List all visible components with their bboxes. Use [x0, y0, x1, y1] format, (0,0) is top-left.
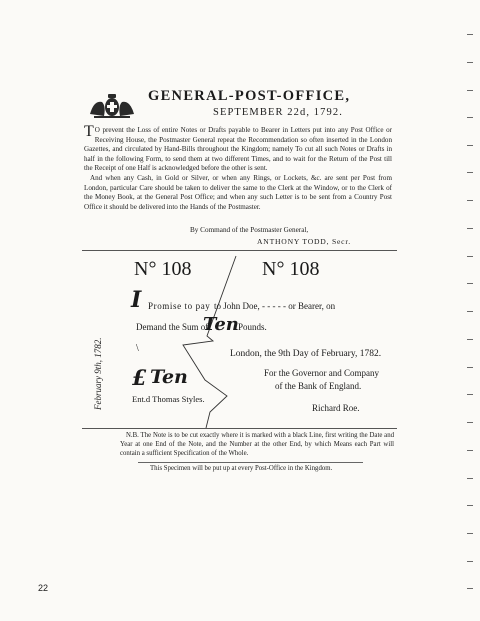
signatory: ANTHONY TODD, Secr.	[257, 237, 351, 246]
command-line: By Command of the Postmaster General,	[190, 226, 309, 234]
document-date: SEPTEMBER 22d, 1792.	[213, 107, 343, 118]
pound-sign: £	[132, 365, 147, 390]
entered-by: Ent.d Thomas Styles.	[132, 394, 205, 404]
notice-paragraph-1-text: O prevent the Loss of entire Notes or Drafts payable to Bearer in Letters put into any Post Office or Receiving House, the Postmaster General repeat the Recommendation so often inserted in the London Gazettes, and circulated by Hand-Bills throughout the Kingdom; namely To cut all such Notes or Drafts in half in the following Form, to send them at two different Times, and to wait for the Return of the Post till the Receipt of one Half is acknowledged before the other is sent.	[84, 126, 392, 173]
document-title: GENERAL-POST-OFFICE,	[148, 88, 351, 104]
specimen-rule	[138, 462, 363, 463]
vertical-date: February 9th, 1782.	[93, 337, 103, 410]
notice-paragraph-2: And when any Cash, in Gold or Silver, or when any Rings, or Lockets, &c. are sent per Post from London, particular Care should be taken to deliver the same to the Clerk at the Window, or to the Clerk of the Money Book, at the General Post Office; and when any such Letter is to be sent from a Country Post Office it should be delivered into the Hands of the Postmaster.	[84, 173, 392, 211]
promise-text: Promise to pay	[148, 301, 211, 311]
page-number: 22	[38, 583, 49, 593]
governor-text: For the Governor and Company	[264, 368, 379, 378]
nb-notice	[120, 432, 394, 458]
note-number-right: N° 108	[262, 258, 320, 280]
specimen-note: This Specimen will be put up at every Post-Office in the Kingdom.	[150, 465, 333, 472]
place-date: London, the 9th Day of February, 1782.	[230, 349, 382, 359]
payee-text: to John Doe, - - - - - or Bearer, on	[214, 301, 336, 311]
ten-word-fancy: Ten	[203, 314, 239, 335]
bank-text: of the Bank of England.	[275, 381, 362, 391]
drop-cap: T	[84, 123, 94, 140]
note-number-left: N° 108	[134, 258, 192, 280]
ten-amount-fancy: Ten	[150, 366, 188, 388]
slash-mark: \	[136, 343, 139, 354]
promise-initial: I	[131, 287, 142, 313]
divider-bottom	[82, 428, 397, 429]
pounds-text: Pounds.	[238, 322, 267, 332]
demand-text: Demand the Sum of	[136, 322, 209, 332]
cashier-signature: Richard Roe.	[312, 403, 360, 413]
nb-text: N.B. The Note is to be cut exactly where it is marked with a black Line, first writing the Date and Year at one End of the Note, and the Number at the other End, by which Means each Part will contain a sufficient Specification of the Whole.	[120, 432, 394, 457]
